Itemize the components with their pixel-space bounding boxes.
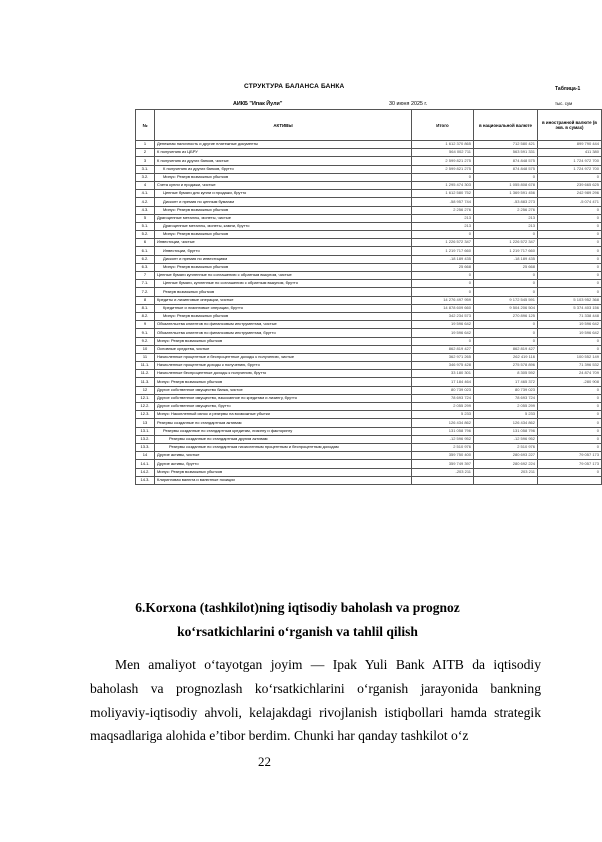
col-header-total: Итого [412,110,474,141]
row-foreign: 0 [538,222,602,230]
row-number: 5 [136,214,155,222]
row-foreign: 242 989 296 [538,190,602,198]
row-asset-name: К получению из ЦБРУ [155,149,412,157]
row-total: 126 434 862 [412,419,474,427]
row-number: 8.2. [136,312,155,320]
row-total [412,476,474,484]
row-asset-name: Другое собственное имущество, брутто [155,403,412,411]
row-foreign: 1 724 972 700 [538,165,602,173]
row-total: -58 957 744 [412,198,474,206]
table-row [136,370,602,378]
row-asset-name: Резерв возможных убытков [155,288,412,296]
row-number: 6.1. [136,247,155,255]
row-national: 0 [474,329,538,337]
report-date: 30 июня 2025 г. [389,101,428,107]
row-national: 25 668 [474,263,538,271]
row-national: 0 [474,231,538,239]
row-asset-name: Минус: Резерв возможных убытков [155,173,412,181]
col-header-assets: АКТИВЫ [155,110,412,141]
row-national: 0 [474,173,538,181]
row-number: 14 [136,452,155,460]
row-foreign: 0 [538,403,602,411]
row-national: 78 693 724 [474,394,538,402]
row-foreign: 0 [538,394,602,402]
row-number: 7.2. [136,288,155,296]
table-row [136,378,602,386]
row-number: 12 [136,386,155,394]
row-asset-name: Счета купли и продажи, чистые [155,181,412,189]
row-total: 213 [412,222,474,230]
row-foreign [538,476,602,484]
row-foreign: 411 380 [538,149,602,157]
row-asset-name: Начисленные беспроцентные доходы к получению, брутто [155,370,412,378]
row-number: 6.3. [136,263,155,271]
row-asset-name: Драгоценные металлы, монеты, чистые [155,214,412,222]
row-national: -18 189 435 [474,255,538,263]
row-number: 9.1. [136,329,155,337]
row-foreign: 71 396 532 [538,362,602,370]
table-row [136,157,602,165]
row-number: 8.1. [136,304,155,312]
table-row [136,386,602,394]
row-total: -12 596 952 [412,435,474,443]
row-national: -12 596 952 [474,435,538,443]
row-number: 11.1. [136,362,155,370]
table-row [136,476,602,484]
row-foreign: 239 665 625 [538,181,602,189]
row-national: 874 848 575 [474,165,538,173]
row-asset-name: Минус: Резерв возможных убытков [155,378,412,386]
row-national: 213 [474,222,538,230]
row-foreign: 0 [538,255,602,263]
table-row [136,247,602,255]
row-national: 2 256 276 [474,206,538,214]
row-national: 262 419 116 [474,353,538,361]
row-foreign: 0 [538,214,602,222]
row-foreign: 5 374 403 156 [538,304,602,312]
row-total: 1 226 572 347 [412,239,474,247]
table-row [136,419,602,427]
row-asset-name: Ценные бумаги для купли и продажи, брутто [155,190,412,198]
row-foreign: 1 724 972 700 [538,157,602,165]
row-total: 362 971 265 [412,353,474,361]
row-asset-name: Минус: Резерв возможных убытков [155,206,412,214]
row-total: 2 055 299 [412,403,474,411]
row-total: -18 189 435 [412,255,474,263]
row-national: 0 [474,321,538,329]
row-total: 0 [412,288,474,296]
row-foreign: 5 103 952 368 [538,296,602,304]
row-national: 1 055 808 678 [474,181,538,189]
row-total: 2 256 276 [412,206,474,214]
row-asset-name: Резервы созданные по стандартным кредитам, лизингу и факторингу [155,427,412,435]
row-asset-name: Другие активы, брутто [155,460,412,468]
table-row [136,141,602,149]
row-total: 17 184 464 [412,378,474,386]
row-foreign: 0 [538,386,602,394]
table-row [136,181,602,189]
table-body [136,141,602,485]
row-asset-name: Минус: Резерв возможных убытков [155,263,412,271]
row-foreign: 0 [538,272,602,280]
row-asset-name: Дисконт и премия по ценным бумагам [155,198,412,206]
row-total: 1 612 370 865 [412,141,474,149]
row-national: 80 739 023 [474,386,538,394]
table-row [136,403,602,411]
row-asset-name: Другое собственное имущество, взысканное по кредитам и лизингу, брутто [155,394,412,402]
table-row [136,231,602,239]
row-number: 9.2. [136,337,155,345]
row-national: 2 055 299 [474,403,538,411]
row-number: 3.1. [136,165,155,173]
row-total: 80 739 023 [412,386,474,394]
row-total: 0 [412,337,474,345]
row-asset-name: Начисленные процентные и беспроцентные доходы к получению, чистые [155,353,412,361]
table-row [136,411,602,419]
row-asset-name: Другое собственное имущество банка, чистое [155,386,412,394]
table-row [136,149,602,157]
row-national: 203 211 [474,468,538,476]
table-row [136,296,602,304]
body-paragraph: Men amaliyot o‘tayotgan joyim — Ipak Yuli Bank AITB da iqtisodiy baholash va prognozlash ko‘rsatkichlarini o‘rganish jarayonida bankning moliyaviy-iqtisodiy ahvoli, kelajakdagi rivojlanish istiqbollari hamda strategik maqsadlariga alohida e’tibor berdim. Chunki har qanday tashkilot o‘z [90,657,541,744]
row-foreign: 0 [538,247,602,255]
table-row [136,427,602,435]
row-national: 9 172 545 591 [474,296,538,304]
row-number: 14.1. [136,460,155,468]
row-asset-name: Резервы созданные по стандартным другим активам [155,435,412,443]
row-number: 5.2. [136,231,155,239]
row-national: 862 819 427 [474,345,538,353]
row-foreign: 0 [538,468,602,476]
table-row [136,206,602,214]
row-asset-name: Инвестиции, чистые [155,239,412,247]
row-total: 14 878 609 660 [412,304,474,312]
table-row [136,255,602,263]
row-foreign: 0 [538,337,602,345]
row-national: 712 580 421 [474,141,538,149]
row-number: 12.2. [136,403,155,411]
row-number: 13.3. [136,443,155,451]
bank-name: АИКБ "Ипак Йули" [233,101,283,107]
row-asset-name: Клиринговая валюта и валютные позиции [155,476,412,484]
row-foreign: 0 [538,231,602,239]
row-national: 0 [474,280,538,288]
row-total: 0 [412,173,474,181]
row-national: 0 [474,272,538,280]
row-total: 19 596 642 [412,329,474,337]
table-row [136,190,602,198]
row-asset-name: Кредитные и лизинговые операции, брутто [155,304,412,312]
table-title: СТРУКТУРА БАЛАНСА БАНКА [244,83,345,90]
row-total: 1 295 474 303 [412,181,474,189]
row-asset-name: Инвестиции, брутто [155,247,412,255]
unit-label: тыс. сум [555,101,573,106]
row-foreign: 79 057 173 [538,452,602,460]
row-total: 0 [412,231,474,239]
row-asset-name: Минус: Резерв возможных убытков [155,231,412,239]
table-row [136,435,602,443]
row-foreign: 0 [538,435,602,443]
row-number: 14.2. [136,468,155,476]
row-asset-name: Дисконт и премия по инвестициям [155,255,412,263]
row-asset-name: К получению из других банков, чистые [155,157,412,165]
row-foreign: 19 596 642 [538,321,602,329]
row-foreign: 0 [538,173,602,181]
row-total: 25 668 [412,263,474,271]
row-foreign: 0 [538,419,602,427]
table-row [136,288,602,296]
row-foreign: 0 [538,280,602,288]
row-number: 6 [136,239,155,247]
row-number: 13 [136,419,155,427]
row-foreign: 0 [538,288,602,296]
row-foreign: 71 338 448 [538,312,602,320]
row-national: 280 693 227 [474,452,538,460]
row-foreign: 0 [538,443,602,451]
row-national: 213 [474,214,538,222]
section-heading-line-1: 6.Korxona (tashkilot)ning iqtisodiy baholash va prognoz [135,600,460,615]
row-national: 0 [474,288,538,296]
table-row [136,353,602,361]
row-number: 4.3. [136,206,155,214]
row-foreign: 0 [538,263,602,271]
row-total: 2 599 821 275 [412,165,474,173]
table-row [136,198,602,206]
table-row [136,362,602,370]
row-number: 9 [136,321,155,329]
row-national: 1 219 717 660 [474,247,538,255]
row-asset-name: К получению из других банков, брутто [155,165,412,173]
row-foreign: 899 790 444 [538,141,602,149]
row-number: 11.3. [136,378,155,386]
table-row [136,460,602,468]
row-asset-name: Минус: Резерв возможных убытков [155,312,412,320]
row-total: 213 [412,214,474,222]
row-total: 1 612 580 752 [412,190,474,198]
page-number: 22 [258,754,271,769]
row-number: 6.2. [136,255,155,263]
row-national: 1 226 572 347 [474,239,538,247]
row-total: 359 750 400 [412,452,474,460]
row-number: 12.3. [136,411,155,419]
row-number: 11 [136,353,155,361]
row-asset-name: Резервы созданные по стандартным начисленным процентным и беспроцентным доходам [155,443,412,451]
row-number: 2 [136,149,155,157]
row-asset-name: Обязательства клиентов по финансовым инструментам, чистые [155,321,412,329]
row-number: 4.1. [136,190,155,198]
table-row [136,263,602,271]
row-national: -53 883 273 [474,198,538,206]
row-national: 0 [474,337,538,345]
table-header-row [136,110,602,141]
col-header-national: в национальной валюте [474,110,538,141]
table-row [136,452,602,460]
row-total: 78 693 724 [412,394,474,402]
row-number: 7.1. [136,280,155,288]
row-total: 564 002 711 [412,149,474,157]
row-total: 862 819 427 [412,345,474,353]
row-total: 2 599 821 275 [412,157,474,165]
row-asset-name: Минус: Резерв возможных убытков [155,337,412,345]
table-row [136,304,602,312]
row-asset-name: Другие активы, чистые [155,452,412,460]
row-foreign: 0 [538,206,602,214]
row-national: 131 058 796 [474,427,538,435]
row-national [474,476,538,484]
row-number: 7 [136,272,155,280]
row-total: 346 975 428 [412,362,474,370]
row-number: 4 [136,181,155,189]
table-row [136,222,602,230]
row-asset-name: Денежная наличность и другие платежные документы [155,141,412,149]
table-row [136,239,602,247]
row-total: 14 276 497 959 [412,296,474,304]
row-foreign: 19 596 642 [538,329,602,337]
row-total: 5 233 [412,411,474,419]
row-number: 1 [136,141,155,149]
row-foreign: 0 [538,411,602,419]
row-asset-name: Кредиты и лизинговые операции, чистые [155,296,412,304]
row-number: 5.1. [136,222,155,230]
row-national: 270 896 125 [474,312,538,320]
row-national: 275 578 896 [474,362,538,370]
row-number: 14.3. [136,476,155,484]
row-total: -203 211 [412,468,474,476]
table-row [136,214,602,222]
row-number: 13.1. [136,427,155,435]
row-national: 1 369 591 456 [474,190,538,198]
row-total: 342 234 573 [412,312,474,320]
row-total: 359 749 397 [412,460,474,468]
row-number: 13.2. [136,435,155,443]
row-asset-name: Ценные бумаги купленные по соглашению с обратным выкупом, чистые [155,272,412,280]
row-total: 131 058 796 [412,427,474,435]
row-asset-name: Минус: Накопленный износ и резервы на возможные убытки [155,411,412,419]
row-total: 19 596 642 [412,321,474,329]
table-label: Таблица-1 [555,86,581,92]
row-total: 0 [412,272,474,280]
col-header-no: № [136,110,155,141]
row-foreign: 0 [538,345,602,353]
row-asset-name: Минус: Резерв возможных убытков [155,468,412,476]
table-row [136,173,602,181]
row-number: 3.2. [136,173,155,181]
row-total: 1 219 717 660 [412,247,474,255]
col-header-foreign: в иностранной валюте (в экв. в сумах) [538,110,602,141]
row-total: 2 510 976 [412,443,474,451]
row-foreign: 24 874 709 [538,370,602,378]
row-asset-name: Драгоценные металлы, монеты, камни, брутто [155,222,412,230]
row-asset-name: Обязательства клиентов по финансовым инструментам, брутто [155,329,412,337]
table-row [136,272,602,280]
row-number: 11.2. [136,370,155,378]
row-number: 3 [136,157,155,165]
row-foreign: -5 074 471 [538,198,602,206]
balance-table [135,109,602,485]
row-total: 33 180 301 [412,370,474,378]
row-foreign: 100 552 149 [538,353,602,361]
row-national: 8 305 592 [474,370,538,378]
table-row [136,394,602,402]
row-asset-name: Основные средства, чистые [155,345,412,353]
table-row [136,321,602,329]
row-asset-name: Ценные бумаги, купленные по соглашению с обратным выкупом, брутто [155,280,412,288]
row-number: 4.2. [136,198,155,206]
row-national: 5 233 [474,411,538,419]
row-number: 10 [136,345,155,353]
row-asset-name: Начисленные процентные доходы к получению, брутто [155,362,412,370]
row-foreign: 79 057 173 [538,460,602,468]
table-row [136,312,602,320]
table-row [136,165,602,173]
row-national: 563 591 331 [474,149,538,157]
row-national: 17 465 372 [474,378,538,386]
table-row [136,443,602,451]
row-asset-name: Резервы созданные по стандартным активам [155,419,412,427]
row-national: 280 692 224 [474,460,538,468]
row-total: 0 [412,280,474,288]
row-foreign: -280 908 [538,378,602,386]
table-row [136,280,602,288]
table-row [136,337,602,345]
row-number: 8 [136,296,155,304]
table-row [136,468,602,476]
row-foreign: 0 [538,239,602,247]
row-national: 2 510 976 [474,443,538,451]
table-row [136,345,602,353]
row-foreign: 0 [538,427,602,435]
section-heading-line-2: ko‘rsatkichlarini o‘rganish va tahlil qilish [177,624,418,639]
row-national: 126 434 862 [474,419,538,427]
row-number: 12.1. [136,394,155,402]
row-national: 874 848 575 [474,157,538,165]
row-national: 9 504 206 504 [474,304,538,312]
table-row [136,329,602,337]
